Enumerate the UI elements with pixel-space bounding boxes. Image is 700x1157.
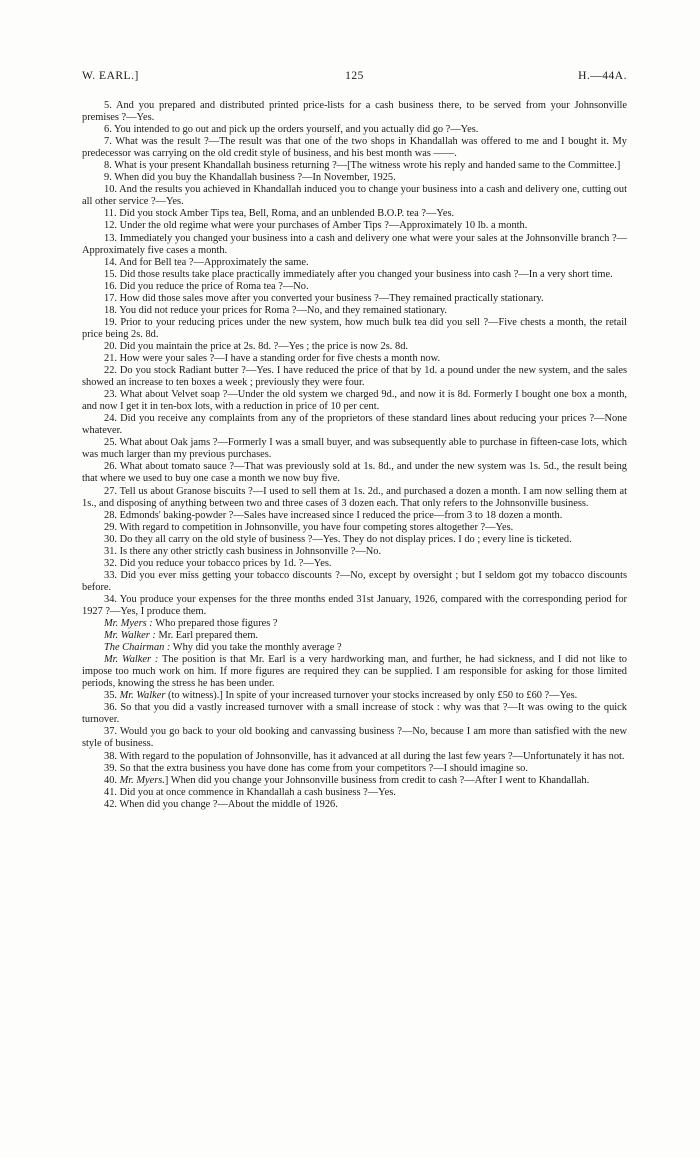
paragraph-text: 41. Did you at once commence in Khandallah a cash business ?—Yes. (104, 786, 396, 798)
paragraph-text: 42. When did you change ?—About the middle of 1926. (104, 798, 338, 810)
paragraph-text: 12. Under the old regime what were your purchases of Amber Tips ?—Approximately 10 lb. a month. (104, 220, 528, 232)
paragraph-text: 34. You produce your expenses for the three months ended 31st January, 1926, compared with the corresponding period for 1927 ?—Yes, I produce them. (82, 593, 627, 617)
speaker-name: Mr. Myers : (104, 618, 153, 630)
paragraph-text: Mr. Earl prepared them. (155, 630, 258, 642)
speaker-name: Mr. Walker : (104, 630, 156, 642)
question-number: 35. (104, 690, 120, 702)
paragraph-text: 39. So that the extra business you have done has come from your competitors ?—I should imagine so. (104, 762, 528, 774)
paragraph-text: 20. Did you maintain the price at 2s. 8d. ?—Yes ; the price is now 2s. 8d. (104, 340, 408, 352)
paragraph-text: 26. What about tomato sauce ?—That was previously sold at 1s. 8d., and under the new system was 1s. 5d., the result being that where we used to buy one case a month we now buy five. (82, 461, 627, 485)
paragraph-text: ] When did you change your Johnsonville business from credit to cash ?—After I went to Khandallah. (164, 774, 590, 786)
paragraph-text: 22. Do you stock Radiant butter ?—Yes. I have reduced the price of that by 1d. a pound under the new system, and the sales showed an increase to ten boxes a week ; previously they were four. (82, 365, 627, 389)
paragraph-text: 17. How did those sales move after you converted your business ?—They remained practically stationary. (104, 292, 544, 304)
paragraph-text: 5. And you prepared and distributed printed price-lists for a cash business there, to be served from your Johnsonville premises ?—Yes. (82, 100, 627, 124)
testimony-paragraph (82, 305, 627, 317)
paragraph-text: 36. So that you did a vastly increased turnover with a small increase of stock : why was that ?—It was owing to the quick turnover. (82, 702, 627, 726)
speaker-name: Mr. Walker : (104, 654, 159, 666)
paragraph-text: 38. With regard to the population of Johnsonville, has it advanced at all during the last few years ?—Unfortunately it has not. (104, 750, 625, 762)
paragraph-text: 15. Did those results take place practically immediately after you changed your business into cash ?—In a very short time. (104, 268, 613, 280)
testimony-paragraph (82, 775, 627, 787)
paragraph-text: 11. Did you stock Amber Tips tea, Bell, Roma, and an unblended B.O.P. tea ?—Yes. (104, 208, 455, 220)
testimony-paragraph (82, 690, 627, 702)
testimony-body (82, 100, 627, 811)
page-number: 125 (345, 70, 364, 82)
testimony-paragraph (82, 160, 627, 172)
paragraph-text: 10. And the results you achieved in Khandallah induced you to change your business into a cash and delivery one, cutting out all other service ?—Yes. (82, 184, 627, 208)
testimony-paragraph (82, 751, 627, 763)
paragraph-text: 37. Would you go back to your old booking and canvassing business ?—No, because I am more than satisfied with the new style of business. (82, 726, 627, 750)
paragraph-text: (to witness).] In spite of your increased turnover your stocks increased by only £50 to £60 ?—Yes. (165, 690, 578, 702)
testimony-paragraph (82, 136, 627, 160)
document-reference: H.—44A. (578, 70, 627, 82)
paragraph-text: 32. Did you reduce your tobacco prices by 1d. ?—Yes. (104, 557, 332, 569)
paragraph-text: 23. What about Velvet soap ?—Under the old system we charged 9d., and now it is 8d. Formerly I bought one box a month, and now I get it in ten-box lots, with a reduction in price of 10 per cent. (82, 389, 627, 413)
testimony-paragraph (82, 100, 627, 124)
testimony-paragraph (82, 365, 627, 389)
testimony-paragraph (82, 317, 627, 341)
paragraph-text: 6. You intended to go out and pick up the orders yourself, and you actually did go ?—Yes. (104, 124, 479, 136)
paragraph-text: 9. When did you buy the Khandallah business ?—In November, 1925. (104, 172, 396, 184)
paragraph-text: Who prepared those figures ? (152, 618, 278, 630)
paragraph-text: 29. With regard to competition in Johnsonville, you have four competing stores altogether ?—Yes. (104, 521, 514, 533)
testimony-paragraph (82, 184, 627, 208)
speaker-name: Mr. Walker (119, 690, 166, 702)
testimony-paragraph (82, 220, 627, 232)
testimony-paragraph (82, 534, 627, 546)
testimony-paragraph (82, 510, 627, 522)
testimony-paragraph (82, 787, 627, 799)
paragraph-text: 8. What is your present Khandallah business returning ?—[The witness wrote his reply and handed same to the Committee.] (104, 160, 621, 172)
testimony-paragraph (82, 257, 627, 269)
testimony-paragraph (82, 654, 627, 690)
paragraph-text: 18. You did not reduce your prices for Roma ?—No, and they remained stationary. (104, 304, 448, 316)
page-header (82, 70, 627, 86)
testimony-paragraph (82, 642, 627, 654)
paragraph-text: 30. Do they all carry on the old style of business ?—Yes. They do not display prices. I do ; every line is ticketed. (104, 533, 572, 545)
testimony-paragraph (82, 630, 627, 642)
paragraph-text: 28. Edmonds' baking-powder ?—Sales have increased since I reduced the price—from 3 to 18 dozen a month. (104, 509, 563, 521)
testimony-paragraph (82, 293, 627, 305)
testimony-paragraph (82, 353, 627, 365)
testimony-paragraph (82, 437, 627, 461)
paragraph-text: 16. Did you reduce the price of Roma tea ?—No. (104, 280, 309, 292)
testimony-paragraph (82, 233, 627, 257)
paragraph-text: 19. Prior to your reducing prices under the new system, how much bulk tea did you sell ?—Five chests a month, the retail price being 2s. 8d. (82, 316, 627, 340)
testimony-paragraph (82, 726, 627, 750)
paragraph-text: 13. Immediately you changed your business into a cash and delivery one what were your sales at the Johnsonville branch ?—Approximately five cases a month. (82, 232, 627, 256)
testimony-paragraph (82, 594, 627, 618)
testimony-paragraph (82, 799, 627, 811)
testimony-paragraph (82, 486, 627, 510)
testimony-paragraph (82, 341, 627, 353)
testimony-paragraph (82, 124, 627, 136)
paragraph-text: 7. What was the result ?—The result was that one of the two shops in Khandallah was offered to me and I bought it. My predecessor was carrying on the old credit style of business, and his best month was ——. (82, 136, 627, 160)
testimony-paragraph (82, 558, 627, 570)
paragraph-text: 25. What about Oak jams ?—Formerly I was a small buyer, and was subsequently able to purchase in fifteen-case lots, which was much larger than my previous purchases. (82, 437, 627, 461)
testimony-paragraph (82, 172, 627, 184)
testimony-paragraph (82, 269, 627, 281)
testimony-paragraph (82, 208, 627, 220)
testimony-paragraph (82, 413, 627, 437)
speaker-name: The Chairman : (104, 642, 171, 654)
paragraph-text: 33. Did you ever miss getting your tobacco discounts ?—No, except by oversight ; but I seldom got my tobacco discounts before. (82, 569, 627, 593)
testimony-paragraph (82, 546, 627, 558)
header-witness-name: W. EARL.] (82, 70, 139, 82)
testimony-paragraph (82, 570, 627, 594)
testimony-paragraph (82, 702, 627, 726)
question-number: 40. (104, 774, 120, 786)
testimony-paragraph (82, 281, 627, 293)
paragraph-text: 14. And for Bell tea ?—Approximately the same. (104, 256, 309, 268)
speaker-name: Mr. Myers. (119, 774, 165, 786)
paragraph-text: The position is that Mr. Earl is a very hardworking man, and further, he had sickness, and I did not like to impose too much work on him. If more figures are required they can be supplied. I am responsible for asking for those limited periods, knowing the stress he has been under. (82, 654, 627, 690)
paragraph-text: 21. How were your sales ?—I have a standing order for five chests a month now. (104, 352, 441, 364)
testimony-paragraph (82, 522, 627, 534)
paragraph-text: 24. Did you receive any complaints from any of the proprietors of these standard lines about reducing your prices ?—None whatever. (82, 413, 627, 437)
paragraph-text: Why did you take the monthly average ? (170, 642, 342, 654)
testimony-paragraph (82, 461, 627, 485)
testimony-paragraph (82, 763, 627, 775)
testimony-paragraph (82, 389, 627, 413)
paragraph-text: 27. Tell us about Granose biscuits ?—I used to sell them at 1s. 2d., and purchased a dozen a month. I am now selling them at 1s., and disposing of anything between two and three cases of 3 dozen each. That only refers to the Johnsonville business. (82, 485, 627, 509)
paragraph-text: 31. Is there any other strictly cash business in Johnsonville ?—No. (104, 545, 382, 557)
testimony-paragraph (82, 618, 627, 630)
